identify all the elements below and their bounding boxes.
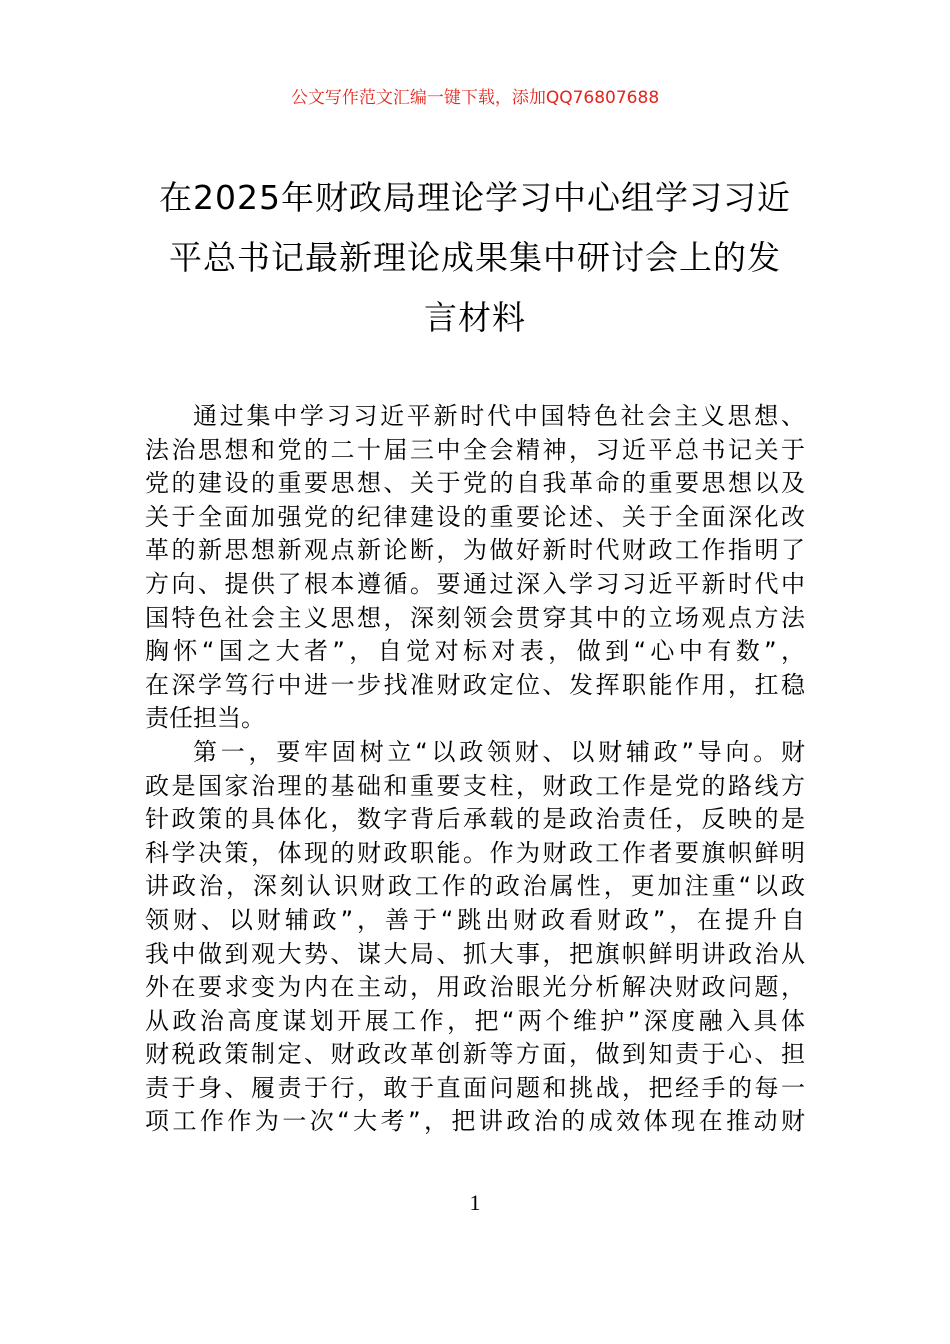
text-line: 项工作作为一次“大考”，把讲政治的成效体现在推动财 [145,1107,805,1136]
text-line: 党的建设的重要思想、关于党的自我革命的重要思想以及 [145,469,805,498]
download-promo-note: 公文写作范文汇编一键下载，添加QQ76807688 [290,88,660,108]
text-line: 通过集中学习习近平新时代中国特色社会主义思想、 [193,402,805,430]
text-line: 法治思想和党的二十届三中全会精神，习近平总书记关于 [145,435,805,464]
title-line: 平总书记最新理论成果集中研讨会上的发 [169,238,781,277]
text-line: 我中做到观大势、谋大局、抓大事，把旗帜鲜明讲政治从 [145,939,805,968]
text-line: 针政策的具体化，数字背后承载的是政治责任，反映的是 [145,805,805,834]
text-line: 第一，要牢固树立“以政领财、以财辅政”导向。财 [193,737,805,766]
text-line: 在深学笃行中进一步找准财政定位、发挥职能作用，扛稳 [145,670,805,699]
text-line: 政是国家治理的基础和重要支柱，财政工作是党的路线方 [145,771,805,800]
text-line: 科学决策，体现的财政职能。作为财政工作者要旗帜鲜明 [145,838,805,867]
text-line: 胸怀“国之大者”，自觉对标对表，做到“心中有数”， [145,637,805,666]
text-line: 财税政策制定、财政改革创新等方面，做到知责于心、担 [145,1040,805,1069]
text-line: 责于身、履责于行，敢于直面问题和挑战，把经手的每一 [145,1073,805,1102]
document-title [110,168,840,348]
title-line: 在2025年财政局理论学习中心组学习习近 [159,178,791,217]
text-line: 领财、以财辅政”，善于“跳出财政看财政”，在提升自 [145,905,805,934]
page-number: 1 [469,1190,481,1215]
text-line: 方向、提供了根本遵循。要通过深入学习习近平新时代中 [145,569,805,598]
document-body [145,400,805,1139]
text-line: 关于全面加强党的纪律建设的重要论述、关于全面深化改 [145,502,805,531]
paragraph-first-point [145,736,805,1139]
text-line: 责任担当。 [145,704,265,733]
text-line: 革的新思想新观点新论断，为做好新时代财政工作指明了 [145,536,805,565]
title-line: 言材料 [424,298,526,337]
text-line: 从政治高度谋划开展工作，把“两个维护”深度融入具体 [145,1006,805,1035]
text-line: 讲政治，深刻认识财政工作的政治属性，更加注重“以政 [145,872,805,901]
paragraph-intro [145,400,805,736]
text-line: 国特色社会主义思想，深刻领会贯穿其中的立场观点方法 [145,603,805,632]
text-line: 外在要求变为内在主动，用政治眼光分析解决财政问题， [145,973,805,1002]
